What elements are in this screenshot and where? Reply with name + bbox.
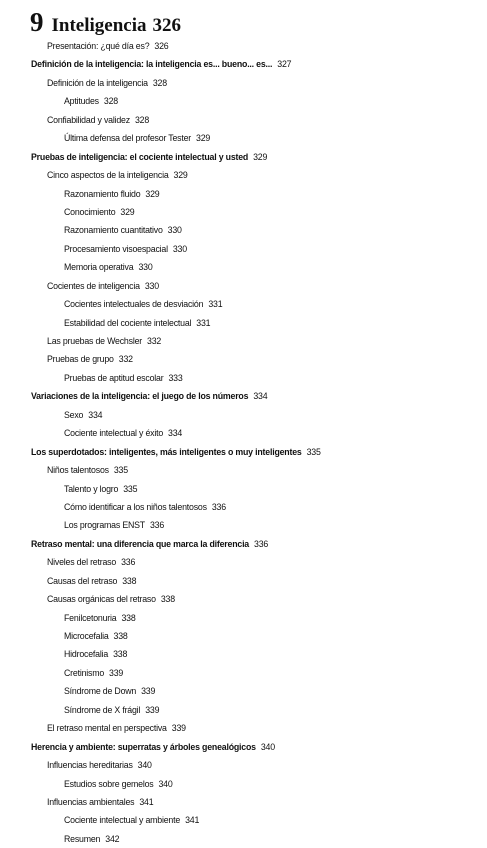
toc-entry-page: 336 <box>211 501 226 512</box>
toc-entry-page: 334 <box>88 409 103 420</box>
toc-entry <box>0 775 487 793</box>
toc-entry <box>0 682 487 700</box>
toc-entry-title: Niños talentosos <box>47 465 109 476</box>
toc-entry <box>0 461 487 479</box>
toc-entry <box>0 369 487 387</box>
toc-entry-title: Última defensa del profesor Tester <box>64 133 192 144</box>
toc-entry <box>0 74 487 92</box>
toc-entry-title: Microcefalia <box>64 631 109 641</box>
toc-entry-title: Definición de la inteligencia: la inteligencia es... bueno... es... <box>31 59 273 70</box>
toc-entry <box>0 277 487 295</box>
toc-entry-title: Causas orgánicas del retraso <box>47 594 156 605</box>
toc-entry-page: 328 <box>103 96 118 107</box>
toc-entry <box>0 424 487 442</box>
toc-entry-title: Pruebas de grupo <box>47 354 114 365</box>
toc-entry-page: 339 <box>171 723 186 734</box>
toc-entry-title: Cociente intelectual y éxito <box>64 428 164 439</box>
toc-entry-page: 330 <box>172 243 187 254</box>
toc-entry-page: 332 <box>147 336 162 346</box>
toc-entry-title: Razonamiento fluido <box>64 188 141 199</box>
toc-entry <box>0 350 487 368</box>
toc-entry-page: 332 <box>118 354 133 365</box>
toc-entry-page: 329 <box>196 133 211 144</box>
toc-entry-title: Retraso mental: una diferencia que marca la diferencia <box>31 538 250 549</box>
toc-entry-title: Cociente intelectual y ambiente <box>64 815 181 826</box>
toc-entry-page: 329 <box>145 188 160 199</box>
toc-entry <box>0 443 487 461</box>
toc-entry <box>0 516 487 534</box>
toc-entry <box>0 92 487 110</box>
toc-entry <box>0 572 487 590</box>
toc-entry-title: Cinco aspectos de la inteligencia <box>47 170 169 181</box>
toc-entry-page: 338 <box>113 631 128 641</box>
toc-entry-title: Influencias ambientales <box>47 796 135 807</box>
toc-entry <box>0 738 487 756</box>
toc-entry-title: Pruebas de inteligencia: el cociente intelectual y usted <box>31 151 249 162</box>
toc-entry <box>0 811 487 829</box>
toc-entry <box>0 295 487 313</box>
toc-entry-page: 338 <box>113 649 128 660</box>
toc-entry-page: 339 <box>141 686 156 697</box>
toc-entry-title: Procesamiento visoespacial <box>64 243 168 254</box>
toc-entry-page: 330 <box>167 225 182 236</box>
toc-entry <box>0 111 487 129</box>
toc-entry-page: 340 <box>260 741 275 752</box>
toc-entry-page: 336 <box>254 538 269 549</box>
chapter-page-number: 326 <box>152 15 181 36</box>
toc-entry-page: 341 <box>139 796 154 807</box>
toc-entry-page: 340 <box>137 760 152 771</box>
toc-entry <box>0 221 487 239</box>
toc-entry <box>0 148 487 166</box>
toc-entry <box>0 664 487 682</box>
toc-entry-page: 338 <box>121 612 136 623</box>
toc-entry-title: Estudios sobre gemelos <box>64 778 154 789</box>
toc-entry-page: 336 <box>121 557 136 568</box>
toc-entry-title: Influencias hereditarias <box>47 760 133 771</box>
toc-entry-page: 334 <box>168 428 183 439</box>
toc-entry-title: Síndrome de X frágil <box>64 704 141 715</box>
toc-entry <box>0 240 487 258</box>
toc-entry <box>0 793 487 811</box>
toc-entry-title: Cretinismo <box>64 667 105 678</box>
toc-entry <box>0 645 487 663</box>
toc-entry-title: El retraso mental en perspectiva <box>47 723 167 734</box>
toc-entry-title: Cocientes intelectuales de desviación <box>64 299 204 310</box>
toc-entry-page: 328 <box>152 77 167 88</box>
toc-entry-page: 327 <box>277 59 292 70</box>
toc-entry-title: Razonamiento cuantitativo <box>64 225 163 236</box>
toc-entry-title: Las pruebas de Wechsler <box>47 336 142 346</box>
toc-entry-title: Definición de la inteligencia <box>47 77 148 88</box>
toc-entry <box>0 756 487 774</box>
toc-entry <box>0 590 487 608</box>
toc-entry-title: Herencia y ambiente: superratas y árboles genealógicos <box>31 741 256 752</box>
toc-entry-page: 335 <box>306 446 321 457</box>
toc-entry <box>0 258 487 276</box>
toc-entry <box>0 701 487 719</box>
toc-entry-page: 331 <box>196 317 211 328</box>
toc-entry-page: 326 <box>154 41 169 51</box>
toc-entry-title: Niveles del retraso <box>47 557 117 568</box>
toc-entry-title: Sexo <box>64 409 84 420</box>
toc-entry-page: 331 <box>208 299 223 310</box>
toc-entry-page: 329 <box>173 170 188 181</box>
toc-entry-page: 339 <box>145 704 160 715</box>
toc-entry <box>0 830 487 848</box>
toc-entry-title: Conocimiento <box>64 206 116 217</box>
chapter-title: Inteligencia <box>51 15 147 36</box>
toc-entry-title: Hidrocefalia <box>64 649 109 660</box>
toc-entry <box>0 55 487 73</box>
toc-entry-title: Variaciones de la inteligencia: el juego de los números <box>31 391 249 402</box>
toc-entry-page: 339 <box>109 667 124 678</box>
toc-entry-title: Presentación: ¿qué día es? <box>47 41 150 51</box>
toc-entry-title: Confiabilidad y validez <box>47 114 130 125</box>
toc-entry-page: 338 <box>122 575 137 586</box>
toc-entry-page: 334 <box>253 391 268 402</box>
toc-entry-page: 338 <box>160 594 175 605</box>
toc-entry <box>0 387 487 405</box>
toc-entry-page: 333 <box>168 372 183 383</box>
toc-entry-title: Causas del retraso <box>47 575 118 586</box>
toc-entry-title: Síndrome de Down <box>64 686 137 697</box>
toc-entry <box>0 203 487 221</box>
toc-list <box>0 37 487 848</box>
toc-entry-page: 336 <box>149 520 165 531</box>
toc-entry <box>0 480 487 498</box>
toc-entry-page: 341 <box>185 815 200 826</box>
toc-entry <box>0 166 487 184</box>
toc-entry-title: Cómo identificar a los niños talentosos <box>64 501 207 512</box>
chapter-heading <box>30 5 181 39</box>
toc-entry-title: Aptitudes <box>64 96 99 107</box>
toc-entry-page: 328 <box>134 114 150 125</box>
toc-entry <box>0 37 487 55</box>
toc-entry <box>0 535 487 553</box>
toc-entry <box>0 609 487 627</box>
toc-entry-page: 329 <box>253 151 268 162</box>
toc-entry <box>0 627 487 645</box>
toc-entry <box>0 332 487 350</box>
toc-entry <box>0 406 487 424</box>
toc-entry <box>0 129 487 147</box>
toc-entry-title: Estabilidad del cociente intelectual <box>64 317 192 328</box>
toc-entry <box>0 553 487 571</box>
toc-entry-page: 342 <box>105 833 120 844</box>
chapter-number: 9 <box>30 7 44 37</box>
toc-entry <box>0 314 487 332</box>
toc-entry <box>0 498 487 516</box>
toc-entry-page: 335 <box>113 465 128 476</box>
toc-entry-page: 329 <box>120 206 135 217</box>
toc-entry-page: 330 <box>144 280 159 291</box>
toc-entry-title: Cocientes de inteligencia <box>47 280 140 291</box>
toc-entry-page: 330 <box>138 262 153 273</box>
toc-entry-page: 335 <box>123 483 138 494</box>
toc-entry-page: 340 <box>158 778 173 789</box>
toc-entry-title: Talento y logro <box>64 483 119 494</box>
toc-entry <box>0 185 487 203</box>
toc-entry-title: Los superdotados: inteligentes, más inteligentes o muy inteligentes <box>31 446 302 457</box>
toc-entry-title: Resumen <box>64 833 101 844</box>
toc-entry-title: Pruebas de aptitud escolar <box>64 372 164 383</box>
toc-entry <box>0 719 487 737</box>
toc-entry-title: Los programas ENST <box>64 520 145 531</box>
toc-entry-title: Fenilcetonuria <box>64 612 117 623</box>
toc-entry-title: Memoria operativa <box>64 262 134 273</box>
